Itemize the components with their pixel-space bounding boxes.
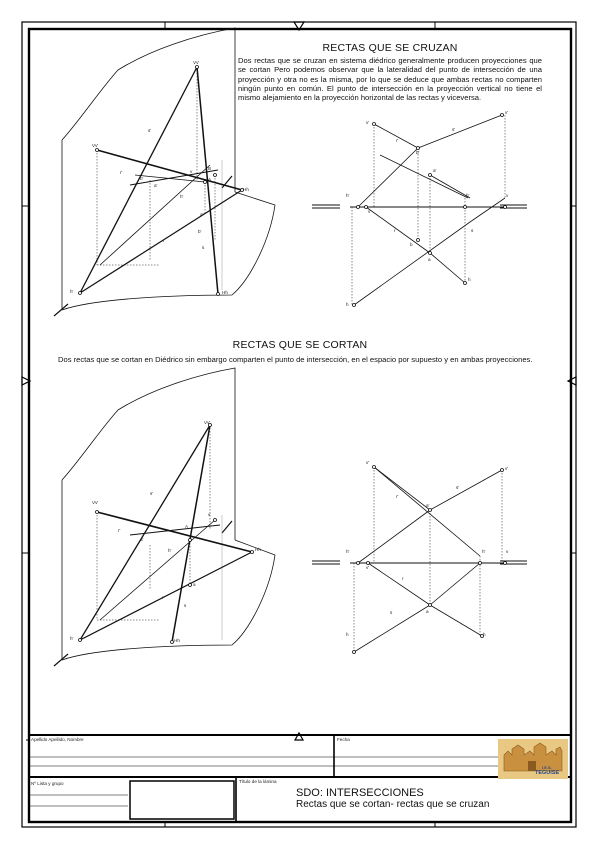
orthographic-cortan bbox=[312, 466, 527, 654]
label: r bbox=[394, 228, 396, 233]
label: Vv' bbox=[92, 500, 99, 505]
label: s' bbox=[456, 485, 460, 490]
section-title-cruzan: RECTAS QUE SE CRUZAN bbox=[322, 42, 458, 54]
label: h' bbox=[70, 636, 74, 641]
outer-border bbox=[22, 22, 576, 827]
section-title-cortan: RECTAS QUE SE CORTAN bbox=[232, 339, 368, 351]
label: Vv' bbox=[193, 60, 200, 65]
label: h' bbox=[168, 548, 172, 553]
label: h' bbox=[466, 193, 470, 198]
label: h' bbox=[180, 194, 184, 199]
label: v' bbox=[505, 466, 509, 471]
label: s' bbox=[452, 127, 456, 132]
label: A bbox=[185, 524, 189, 529]
school-logo bbox=[498, 739, 568, 779]
label: v bbox=[208, 512, 211, 517]
label: Hh bbox=[222, 290, 228, 295]
label: h bbox=[468, 277, 471, 282]
label: v bbox=[506, 549, 509, 554]
label: Hh bbox=[255, 547, 261, 552]
section-text-cruzan: Dos rectas que se cruzan en sistema diédrico generalmente producen proyecciones que se cortan Pero podemos observar que la lateralidad del punto de intersección de una proyección y otra no es la misma, por lo que se deduce que ambas rectas no comparten ningún punto en común. El punto de intersección en la proyección vertical no tiene el mismo alejamiento en la proyección horizontal de las rectas y viceversa. bbox=[238, 56, 542, 103]
label: B bbox=[208, 166, 212, 171]
label: Hh bbox=[243, 187, 249, 192]
label: a' bbox=[200, 212, 204, 217]
label: b bbox=[410, 242, 413, 247]
label: a' bbox=[154, 183, 158, 188]
label: v bbox=[506, 193, 509, 198]
label: h' bbox=[482, 549, 486, 554]
label: s bbox=[202, 245, 205, 250]
label: v' bbox=[366, 460, 370, 465]
label: r bbox=[162, 595, 164, 600]
label: r bbox=[402, 576, 404, 581]
label: r' bbox=[118, 528, 121, 533]
label: v' bbox=[505, 110, 509, 115]
label: Vv' bbox=[204, 420, 211, 425]
date-field-label: Fecha bbox=[337, 737, 350, 742]
label: a' bbox=[426, 503, 430, 508]
label: s bbox=[184, 603, 187, 608]
label: Vv' bbox=[92, 143, 99, 148]
label: r' bbox=[396, 138, 399, 143]
perspective-cortan bbox=[54, 368, 275, 666]
centering-marks bbox=[22, 22, 576, 740]
inner-border bbox=[29, 29, 571, 822]
label: a' bbox=[433, 168, 437, 173]
list-field-label: Nº Lista y grupo bbox=[31, 781, 64, 786]
label: v' bbox=[366, 565, 370, 570]
label: b' bbox=[198, 229, 202, 234]
label: r' bbox=[120, 170, 123, 175]
label: s' bbox=[148, 128, 152, 133]
label: a bbox=[426, 609, 429, 614]
name-field-label: Apellido Apellido, Nombre bbox=[31, 737, 84, 742]
orthographic-cruzan bbox=[312, 114, 527, 307]
label: r' bbox=[396, 494, 399, 499]
label: s' bbox=[150, 491, 154, 496]
label: h bbox=[346, 302, 349, 307]
label: h' bbox=[346, 193, 350, 198]
label: v' bbox=[366, 120, 370, 125]
logo-prefix: I.E.S. bbox=[542, 765, 552, 770]
label: h' bbox=[70, 289, 74, 294]
label: h' bbox=[346, 549, 350, 554]
tick-marks bbox=[22, 22, 576, 827]
sheet-title: SDO: INTERSECCIONES bbox=[296, 787, 424, 799]
sheet-subtitle: Rectas que se cortan- rectas que se cruzan bbox=[296, 799, 490, 810]
label: b' bbox=[140, 176, 144, 181]
label: a bbox=[428, 257, 431, 262]
label: s bbox=[471, 228, 474, 233]
label: v bbox=[190, 169, 193, 174]
label: Hh bbox=[174, 638, 180, 643]
label: b' bbox=[416, 150, 420, 155]
sheet-title-label: Título de la lámina bbox=[239, 779, 277, 784]
section-text-cortan: Dos rectas que se cortan en Diédrico sin embargo comparten el punto de intersección, en el espacio por supuesto y en ambas proyecciones. bbox=[58, 355, 533, 364]
label: v bbox=[368, 209, 371, 214]
label: A bbox=[208, 177, 212, 182]
label: a bbox=[193, 582, 196, 587]
logo-name: TEGUISE bbox=[535, 770, 560, 776]
label: r bbox=[163, 238, 165, 243]
label: h bbox=[346, 632, 349, 637]
label: s bbox=[390, 610, 393, 615]
label: h bbox=[483, 632, 486, 637]
label: a' bbox=[140, 537, 144, 542]
